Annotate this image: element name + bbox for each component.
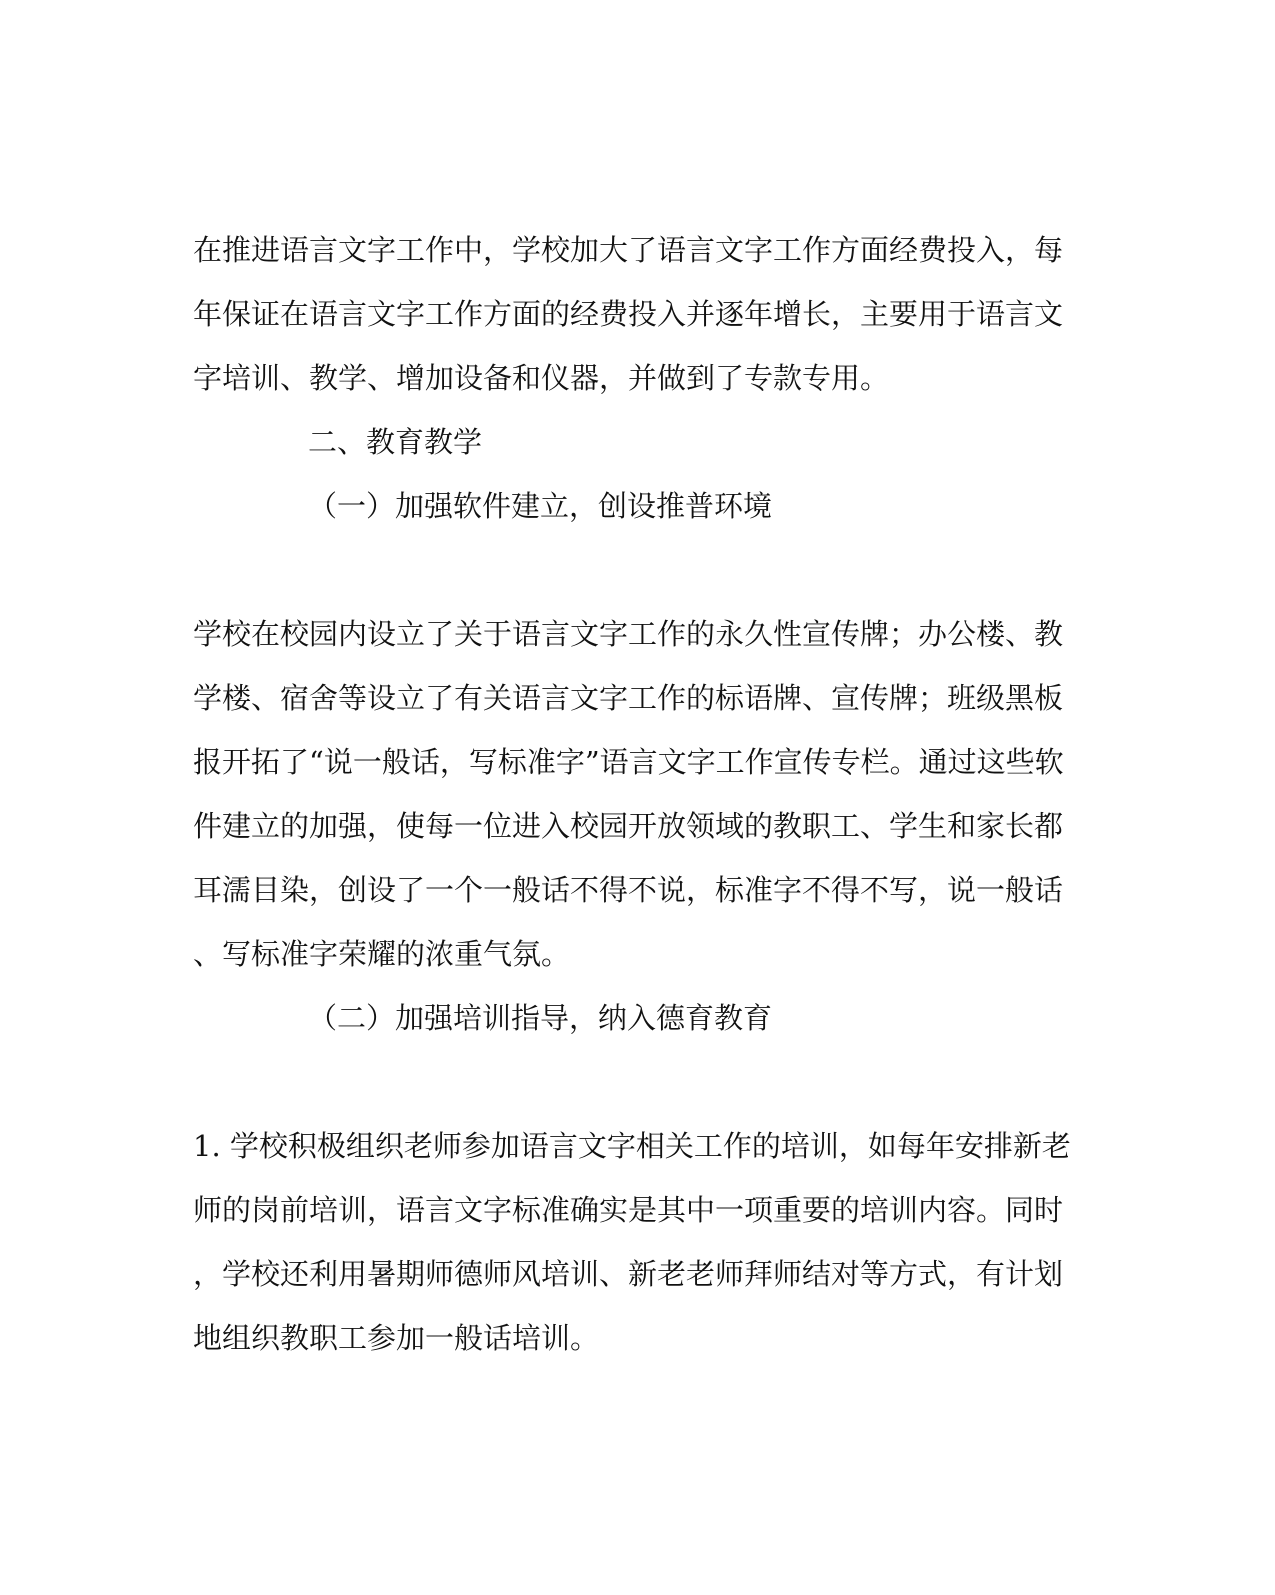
paragraph-1-line-3: 字培训、教学、增加设备和仪器，并做到了专款专用。: [193, 361, 890, 395]
paragraph-2-line-2: 学楼、宿舍等设立了有关语言文字工作的标语牌、宣传牌；班级黑板: [193, 681, 1064, 715]
paragraph-3-line-3: ，学校还利用暑期师德师风培训、新老老师拜师结对等方式，有计划: [193, 1257, 1064, 1291]
paragraph-2-line-3: 报开拓了“说一般话，写标准字”语言文字工作宣传专栏。通过这些软: [193, 745, 1064, 779]
paragraph-2-line-4: 件建立的加强，使每一位进入校园开放领域的教职工、学生和家长都: [193, 809, 1064, 843]
paragraph-1-line-2: 年保证在语言文字工作方面的经费投入并逐年增长，主要用于语言文: [193, 297, 1064, 331]
section-heading-education: 二、教育教学: [308, 425, 483, 459]
paragraph-3-line-1: 1. 学校积极组织老师参加语言文字相关工作的培训，如每年安排新老: [193, 1129, 1071, 1163]
subheading-training-guidance: （二）加强培训指导，纳入德育教育: [308, 1001, 773, 1035]
paragraph-2-line-6: 、写标准字荣耀的浓重气氛。: [193, 937, 571, 971]
paragraph-2-line-1: 学校在校园内设立了关于语言文字工作的永久性宣传牌；办公楼、教: [193, 617, 1064, 651]
paragraph-3-line-4: 地组织教职工参加一般话培训。: [193, 1321, 600, 1355]
subheading-software-building: （一）加强软件建立，创设推普环境: [308, 489, 773, 523]
paragraph-3-line-2: 师的岗前培训，语言文字标准确实是其中一项重要的培训内容。同时: [193, 1193, 1064, 1227]
paragraph-1-line-1: 在推进语言文字工作中，学校加大了语言文字工作方面经费投入，每: [193, 233, 1064, 267]
paragraph-2-line-5: 耳濡目染，创设了一个一般话不得不说，标准字不得不写，说一般话: [193, 873, 1064, 907]
